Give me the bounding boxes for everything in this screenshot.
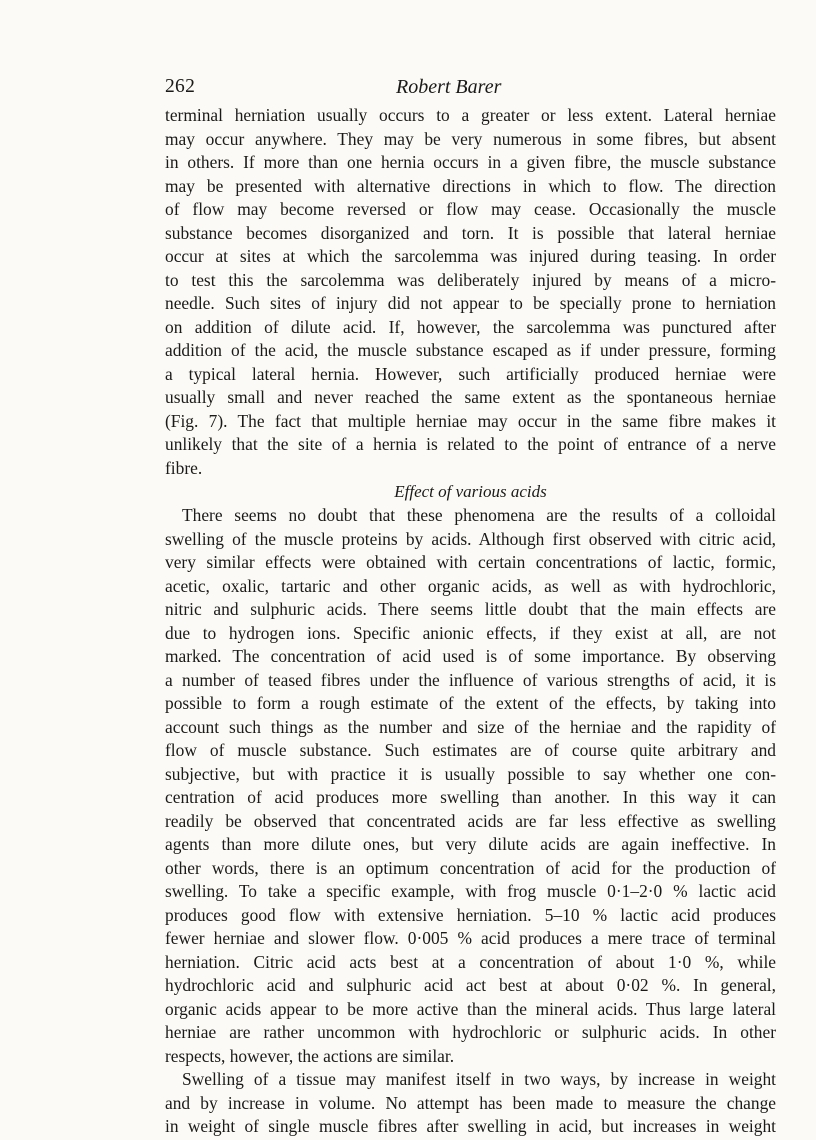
text-line: herniation. Citric acid acts best at a concentration of about 1·0 %, while bbox=[165, 951, 776, 972]
text-line: on addition of dilute acid. If, however, the sarcolemma was punctured after bbox=[165, 316, 776, 337]
text-line: marked. The concentration of acid used is of some importance. By observing bbox=[165, 646, 776, 666]
text-line: Swelling of a tissue may manifest itself in two ways, by increase in weight bbox=[182, 1069, 776, 1089]
text-line: acetic, oxalic, tartaric and other organic acids, as well as with hydrochloric, bbox=[165, 575, 776, 596]
section-heading: Effect of various acids bbox=[394, 482, 547, 501]
text-line: may be presented with alternative directions in which to flow. The direction bbox=[165, 175, 776, 196]
running-head-author: Robert Barer bbox=[396, 76, 502, 98]
text-line: unlikely that the site of a hernia is related to the point of entrance of a nerve bbox=[165, 434, 776, 454]
text-line: fibre. bbox=[165, 457, 203, 478]
text-line: to test this the sarcolemma was deliberately injured by means of a micro- bbox=[165, 269, 776, 290]
text-line: agents than more dilute ones, but very dilute acids are again ineffective. In bbox=[165, 834, 776, 854]
text-line: flow of muscle substance. Such estimates are of course quite arbitrary and bbox=[165, 740, 776, 760]
text-line: organic acids appear to be more active than the mineral acids. Thus large lateral bbox=[165, 998, 776, 1019]
body-text bbox=[165, 104, 776, 1139]
text-line: other words, there is an optimum concentration of acid for the production of bbox=[165, 857, 776, 878]
paragraph-acids bbox=[165, 504, 776, 1068]
text-line: herniae are rather uncommon with hydrochloric or sulphuric acids. In other bbox=[165, 1022, 776, 1042]
text-line: may occur anywhere. They may be very numerous in some fibres, but absent bbox=[165, 128, 776, 149]
text-line: swelling. To take a specific example, with frog muscle 0·1–2·0 % lactic acid bbox=[165, 881, 776, 901]
text-line: substance becomes disorganized and torn. It is possible that lateral herniae bbox=[165, 222, 776, 243]
text-line: in others. If more than one hernia occurs in a given fibre, the muscle substance bbox=[165, 152, 776, 172]
text-line: produces good flow with extensive herniation. 5–10 % lactic acid produces bbox=[165, 904, 776, 925]
paragraph-swelling bbox=[165, 1068, 776, 1139]
text-line: due to hydrogen ions. Specific anionic effects, if they exist at all, are not bbox=[165, 622, 776, 643]
text-line: swelling of the muscle proteins by acids. Although first observed with citric acid, bbox=[165, 528, 776, 549]
text-line: account such things as the number and size of the herniae and the rapidity of bbox=[165, 716, 776, 737]
text-line: usually small and never reached the same extent as the spontaneous herniae bbox=[165, 387, 776, 407]
text-line: readily be observed that concentrated acids are far less effective as swelling bbox=[165, 810, 776, 831]
text-line: addition of the acid, the muscle substance escaped as if under pressure, forming bbox=[165, 340, 776, 360]
text-line: fewer herniae and slower flow. 0·005 % acid produces a mere trace of terminal bbox=[165, 928, 776, 948]
text-line: very similar effects were obtained with certain concentrations of lactic, formic, bbox=[165, 552, 776, 572]
text-line: (Fig. 7). The fact that multiple herniae may occur in the same fibre makes it bbox=[165, 410, 776, 431]
text-line: in weight of single muscle fibres after swelling in acid, but increases in weight bbox=[165, 1116, 776, 1136]
page-number: 262 bbox=[165, 76, 196, 97]
text-line: There seems no doubt that these phenomena are the results of a colloidal bbox=[182, 505, 776, 525]
text-line: occur at sites at which the sarcolemma was injured during teasing. In order bbox=[165, 246, 776, 266]
text-line: terminal herniation usually occurs to a greater or less extent. Lateral herniae bbox=[165, 105, 776, 125]
text-line: of flow may become reversed or flow may cease. Occasionally the muscle bbox=[165, 199, 776, 219]
text-line: possible to form a rough estimate of the extent of the effects, by taking into bbox=[165, 693, 776, 713]
text-line: a number of teased fibres under the influence of various strengths of acid, it is bbox=[165, 669, 776, 690]
text-line: and by increase in volume. No attempt has been made to measure the change bbox=[165, 1092, 776, 1113]
text-line: respects, however, the actions are similar. bbox=[165, 1045, 455, 1066]
paragraph-herniation bbox=[165, 104, 776, 480]
text-line: a typical lateral hernia. However, such artificially produced herniae were bbox=[165, 363, 776, 384]
text-line: needle. Such sites of injury did not appear to be specially prone to herniation bbox=[165, 293, 776, 313]
text-line: centration of acid produces more swelling than another. In this way it can bbox=[165, 787, 776, 807]
text-line: hydrochloric acid and sulphuric acid act best at about 0·02 %. In general, bbox=[165, 975, 776, 995]
page-header bbox=[165, 76, 775, 106]
text-line: nitric and sulphuric acids. There seems little doubt that the main effects are bbox=[165, 599, 776, 619]
text-line: subjective, but with practice it is usually possible to say whether one con- bbox=[165, 763, 776, 784]
